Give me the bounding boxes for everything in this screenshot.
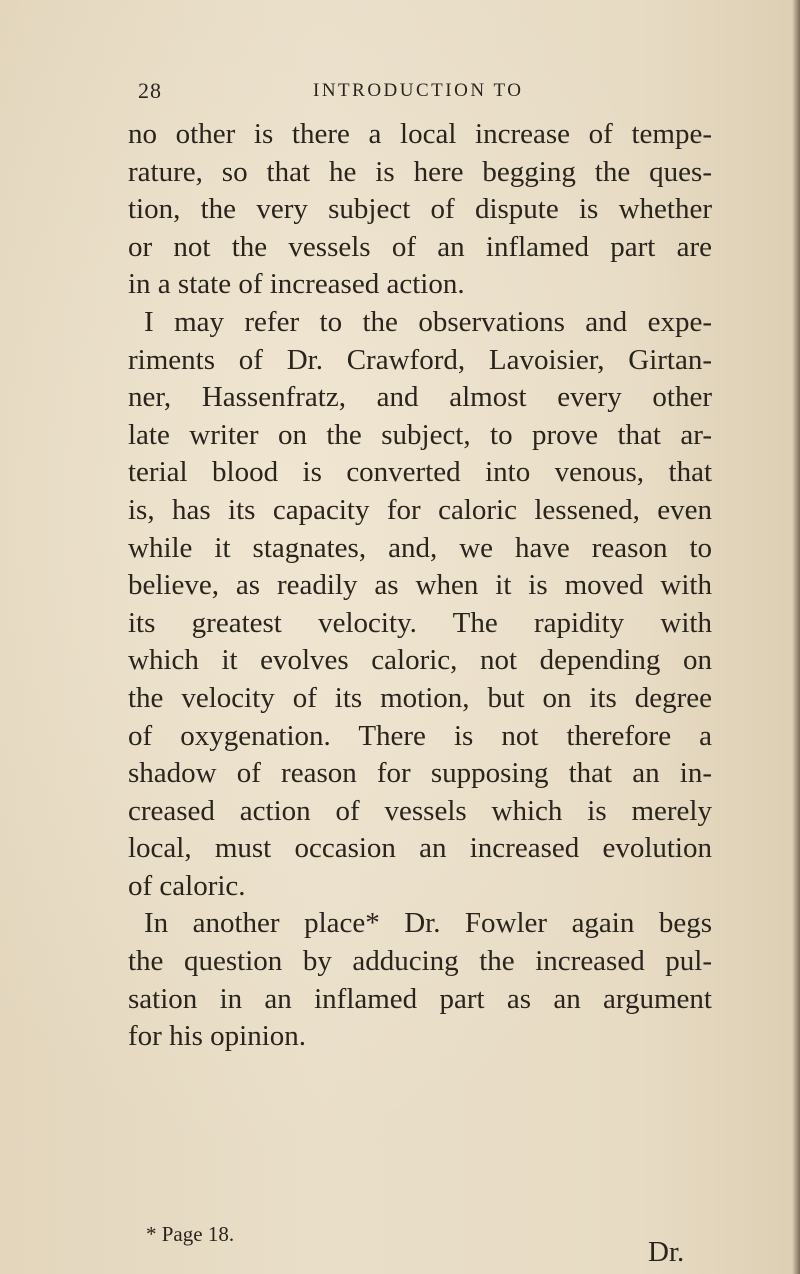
text-line: I may refer to the observations and expe- [144, 305, 712, 338]
text-line: tion, the very subject of dispute is whether [128, 193, 712, 226]
text-line: while it stagnates, and, we have reason to [128, 531, 712, 564]
text-line: sation in an inflamed part as an argument [128, 982, 712, 1015]
text-line: of oxygenation. There is not therefore a [128, 719, 712, 752]
text-line: the velocity of its motion, but on its degree [128, 681, 712, 714]
text-line: local, must occasion an increased evolution [128, 832, 712, 865]
text-line: no other is there a local increase of tempe- [128, 118, 712, 150]
text-line: rature, so that he is here begging the ques- [128, 155, 712, 188]
body-text [128, 116, 712, 1056]
text-line: In another place* Dr. Fowler again begs [144, 907, 712, 940]
text-line: which it evolves caloric, not depending on [128, 644, 712, 677]
text-line: of caloric. [128, 869, 246, 902]
page-header [138, 78, 658, 108]
text-line: creased action of vessels which is merely [128, 794, 712, 827]
text-line: terial blood is converted into venous, that [128, 456, 712, 489]
text-line: in a state of increased action. [128, 268, 465, 301]
text-line: is, has its capacity for caloric lessened, even [128, 493, 712, 526]
text-line: its greatest velocity. The rapidity with [128, 606, 712, 639]
text-line: believe, as readily as when it is moved with [128, 569, 712, 602]
text-line: the question by adducing the increased pul- [128, 945, 712, 978]
text-line: late writer on the subject, to prove that ar- [128, 418, 712, 451]
text-line: riments of Dr. Crawford, Lavoisier, Girtan- [128, 343, 712, 376]
text-line: or not the vessels of an inflamed part are [128, 230, 712, 263]
running-head: INTRODUCTION TO [313, 80, 524, 101]
text-line: ner, Hassenfratz, and almost every other [128, 381, 712, 414]
page-number: 28 [138, 78, 162, 103]
text-line: shadow of reason for supposing that an in- [128, 757, 712, 790]
text-line: for his opinion. [128, 1020, 307, 1053]
footnote: * Page 18. [146, 1222, 235, 1246]
page-edge-shadow [792, 0, 800, 1274]
catchword: Dr. [648, 1236, 685, 1268]
